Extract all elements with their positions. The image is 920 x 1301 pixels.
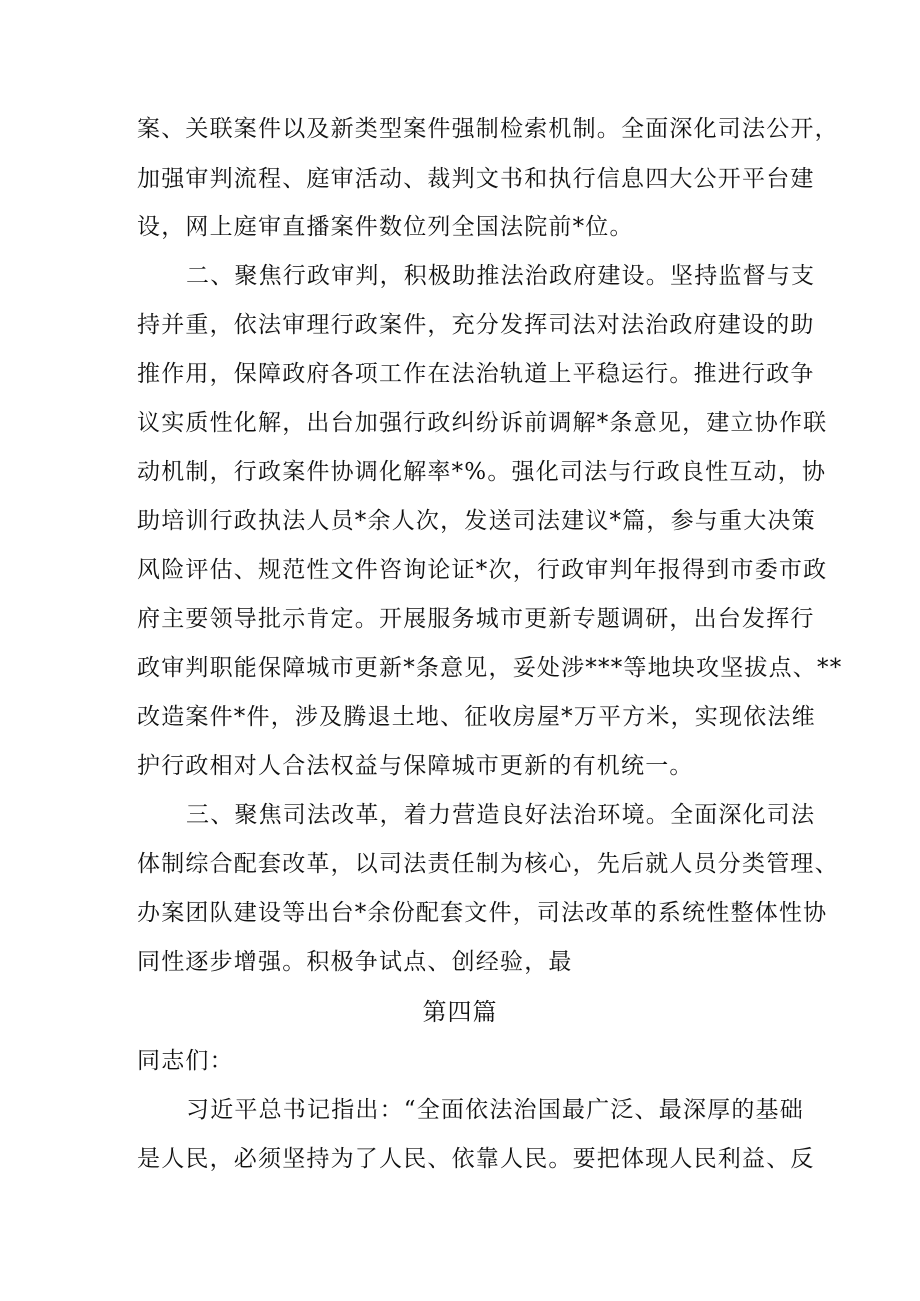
paragraph-line: 加强审判流程、庭审活动、裁判文书和执行信息四大公开平台建 (137, 166, 815, 192)
paragraph-line: 是人民，必须坚持为了人民、依靠人民。要把体现人民利益、反 (137, 1146, 815, 1172)
paragraph-line: 改造案件*件，涉及腾退土地、征收房屋*万平方米，实现依法维 (137, 704, 816, 730)
paragraph-line: 政审判职能保障城市更新*条意见，妥处涉***等地块攻坚拔点、** (137, 655, 843, 681)
paragraph-line: 推作用，保障政府各项工作在法治轨道上平稳运行。推进行政争 (137, 361, 815, 387)
paragraph-line: 风险评估、规范性文件咨询论证*次，行政审判年报得到市委市政 (137, 557, 828, 583)
paragraph-line: 同性逐步增强。积极争试点、创经验，最 (137, 949, 573, 975)
section-heading: 第四篇 (422, 998, 498, 1026)
paragraph-line: 助培训行政执法人员*余人次，发送司法建议*篇，参与重大决策 (137, 508, 816, 534)
paragraph-line: 案、关联案件以及新类型案件强制检索机制。全面深化司法公开， (137, 116, 839, 142)
paragraph-line: 二、聚焦行政审判，积极助推法治政府建设。坚持监督与支 (186, 263, 816, 289)
paragraph-line: 三、聚焦司法改革，着力营造良好法治环境。全面深化司法 (186, 802, 816, 828)
paragraph-line: 持并重，依法审理行政案件，充分发挥司法对法治政府建设的助 (137, 312, 815, 338)
paragraph-line: 习近平总书记指出：“全面依法治国最广泛、最深厚的基础 (186, 1097, 804, 1123)
paragraph-line: 办案团队建设等出台*余份配套文件，司法改革的系统性整体性协 (137, 900, 828, 926)
salutation: 同志们： (137, 1048, 234, 1074)
paragraph-line: 设，网上庭审直播案件数位列全国法院前*位。 (137, 214, 634, 240)
paragraph-line: 府主要领导批示肯定。开展服务城市更新专题调研，出台发挥行 (137, 606, 815, 632)
paragraph-line: 动机制，行政案件协调化解率*%。强化司法与行政良性互动，协 (137, 459, 827, 485)
paragraph-line: 体制综合配套改革，以司法责任制为核心，先后就人员分类管理、 (137, 851, 839, 877)
paragraph-line: 议实质性化解，出台加强行政纠纷诉前调解*条意见，建立协作联 (137, 410, 828, 436)
paragraph-line: 护行政相对人合法权益与保障城市更新的有机统一。 (137, 753, 694, 779)
